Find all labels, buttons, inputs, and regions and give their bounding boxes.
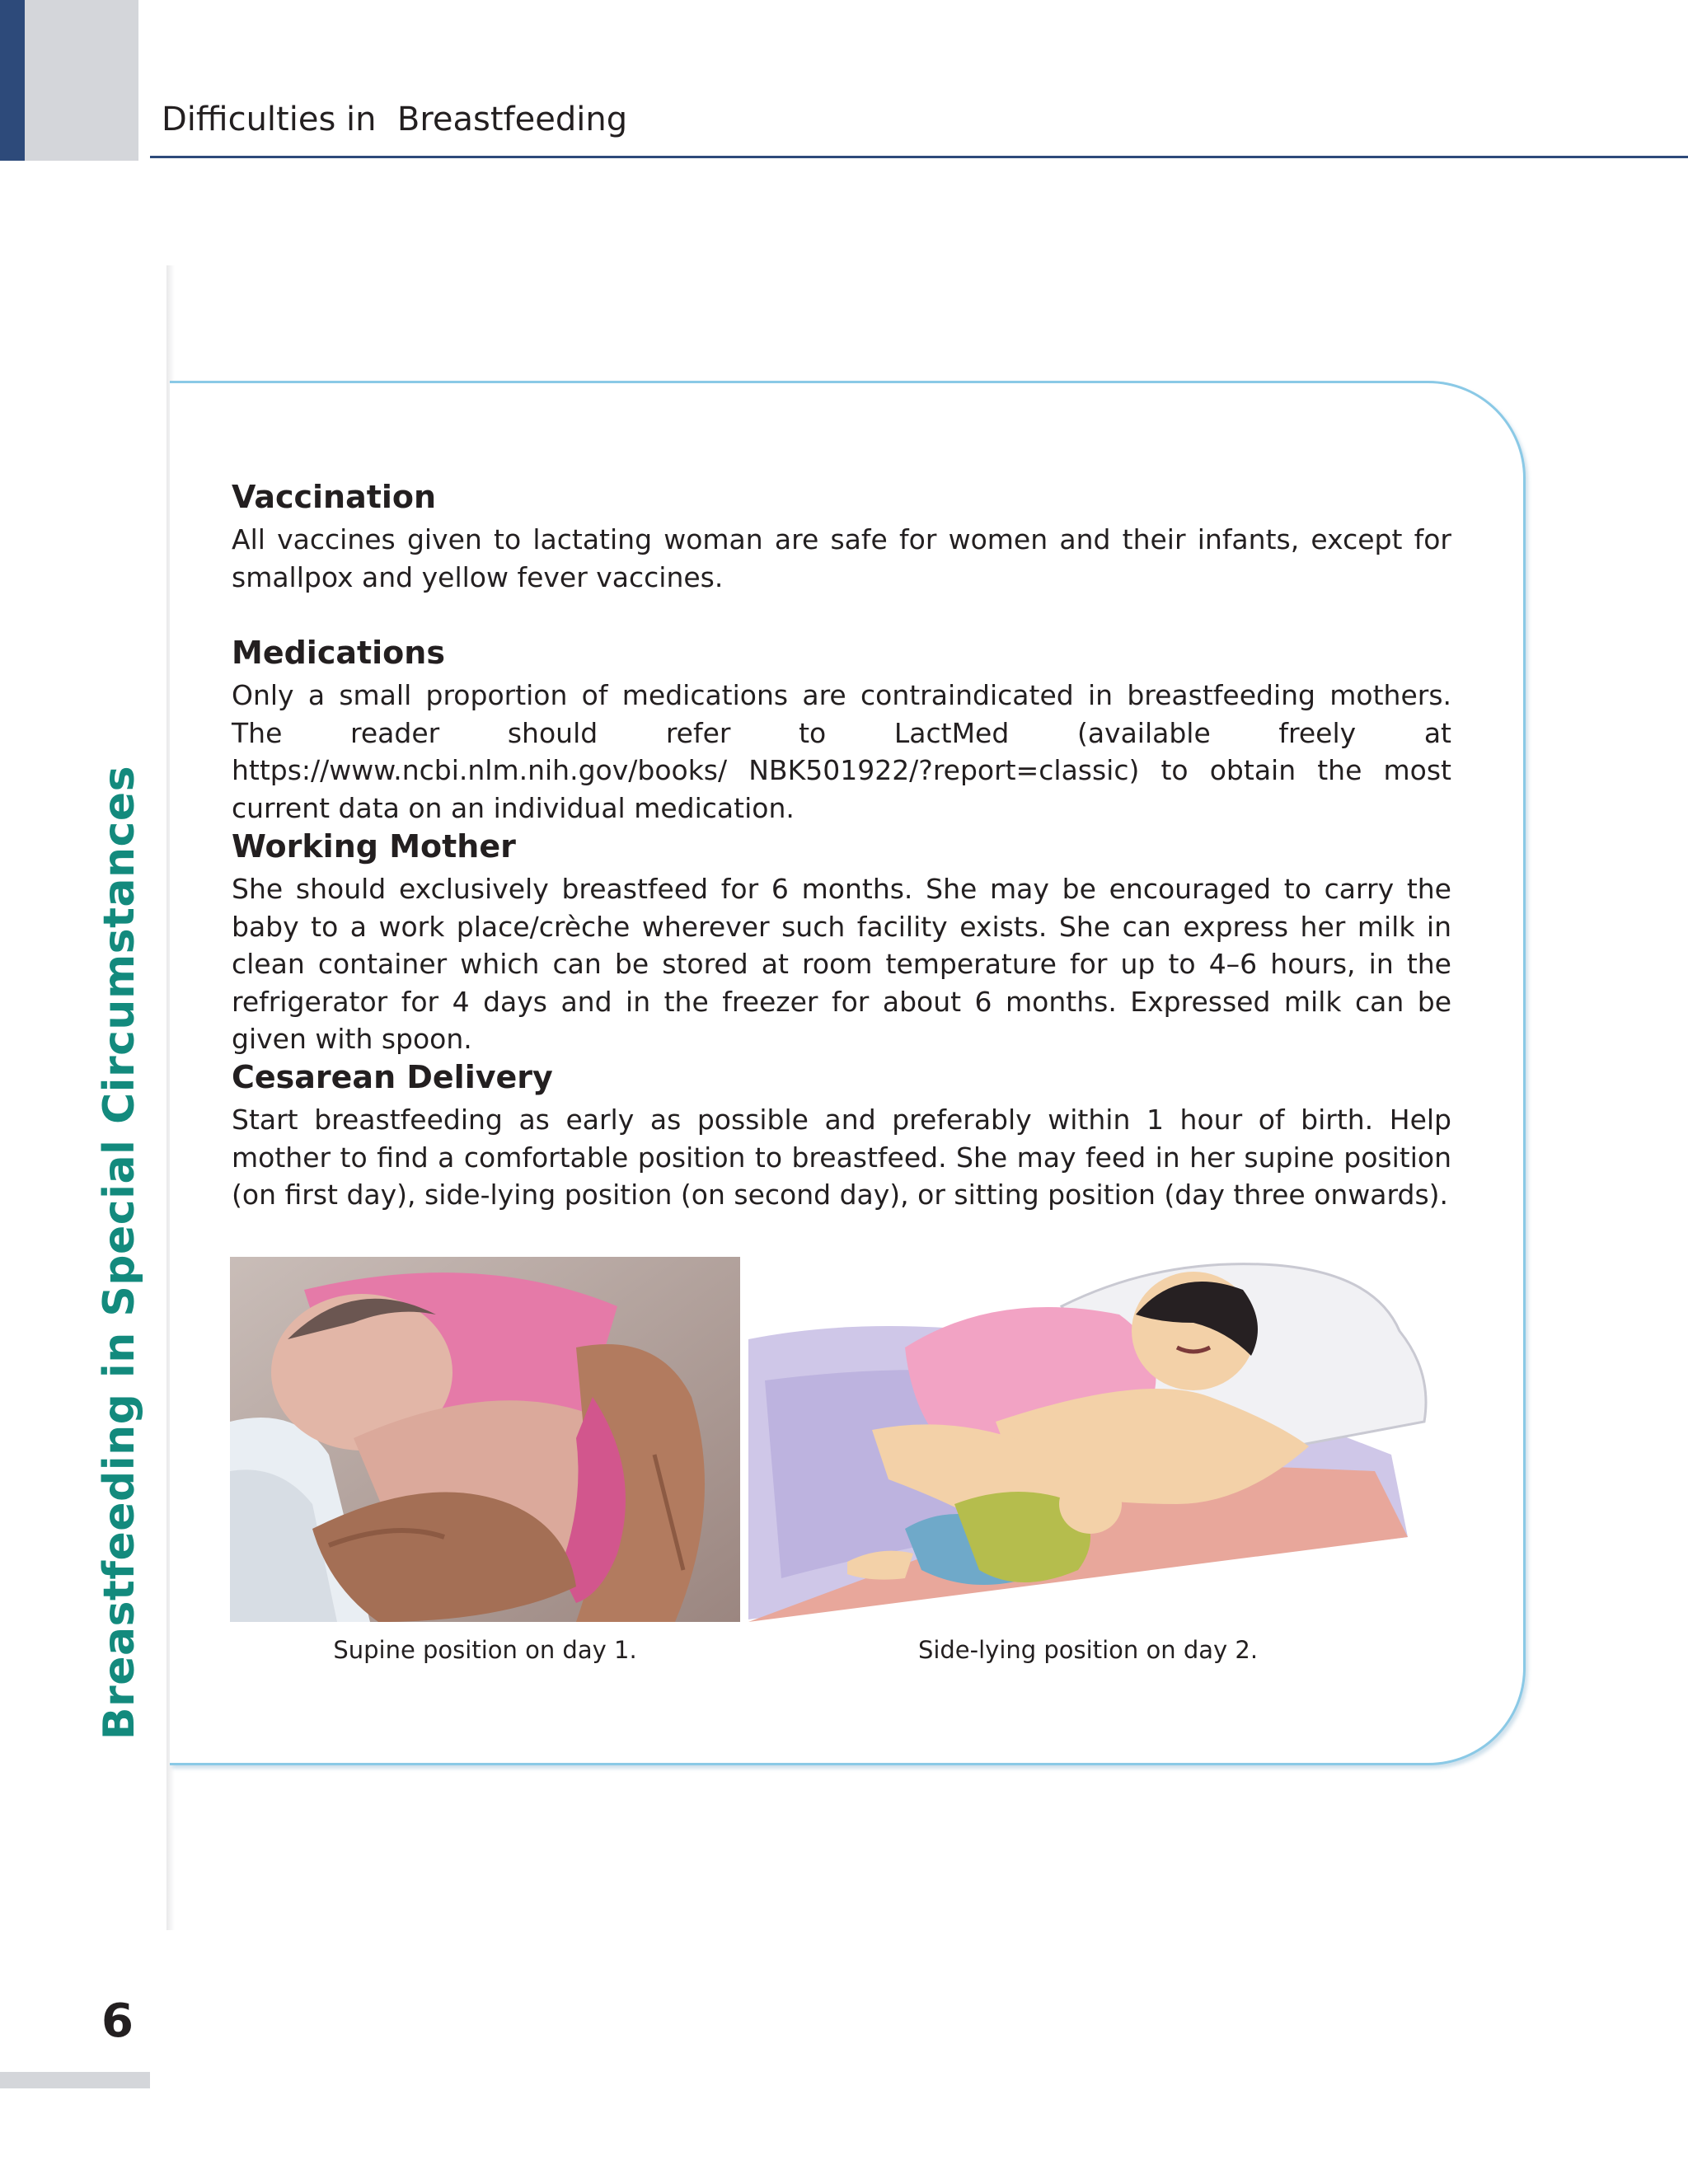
section-heading: Vaccination — [232, 479, 437, 515]
header-tab-block — [25, 0, 138, 161]
page-number: 6 — [101, 1994, 134, 2048]
section-heading: Medications — [232, 635, 445, 671]
section-body: All vaccines given to lactating woman are safe for women and their infants, except for smallpox and yellow fever vaccines. — [232, 523, 1451, 593]
section-body: Only a small proportion of medications are contraindicated in breastfeeding mothers. The reader should refer to LactMed (available freely at https://www.ncbi.nlm.nih.gov/books/ NBK501922/?report=classic) to obtain the most current data on an individual medication. — [232, 679, 1451, 824]
side-lying-illustration — [748, 1257, 1441, 1622]
figure-caption: Supine position on day 1. — [333, 1636, 637, 1664]
section-body: Start breastfeeding as early as possible and preferably within 1 hour of birth. Help mother to find a comfortable position to breastfeed. She may feed in her supine position (on first day), side-lying position (on second day), or sitting position (day three onwards). — [232, 1104, 1451, 1211]
footer-bar — [0, 2072, 150, 2088]
section-heading: Cesarean Delivery — [232, 1059, 553, 1095]
section-body: She should exclusively breastfeed for 6 months. She may be encouraged to carry the baby to a work place/crèche wherever such facility exists. She can express her milk in clean container which can be stored at room temperature for up to 4–6 hours, in the refrigerator for 4 days and in the freezer for about 6 months. Expressed milk can be given with spoon. — [232, 873, 1451, 1055]
section-working-mother — [232, 827, 1451, 1058]
supine-position-photo — [230, 1257, 740, 1622]
section-vaccination — [232, 478, 1451, 596]
header-accent-bar — [0, 0, 25, 161]
figure-caption: Side-lying position on day 2. — [917, 1636, 1259, 1664]
section-medications — [232, 634, 1451, 827]
running-header: Difficulties in Breastfeeding — [162, 101, 628, 138]
header-rule — [150, 156, 1688, 158]
chapter-side-title: Breastfeeding in Special Circumstances — [95, 765, 144, 1741]
section-cesarean-delivery — [232, 1058, 1451, 1214]
section-heading: Working Mother — [232, 828, 516, 865]
